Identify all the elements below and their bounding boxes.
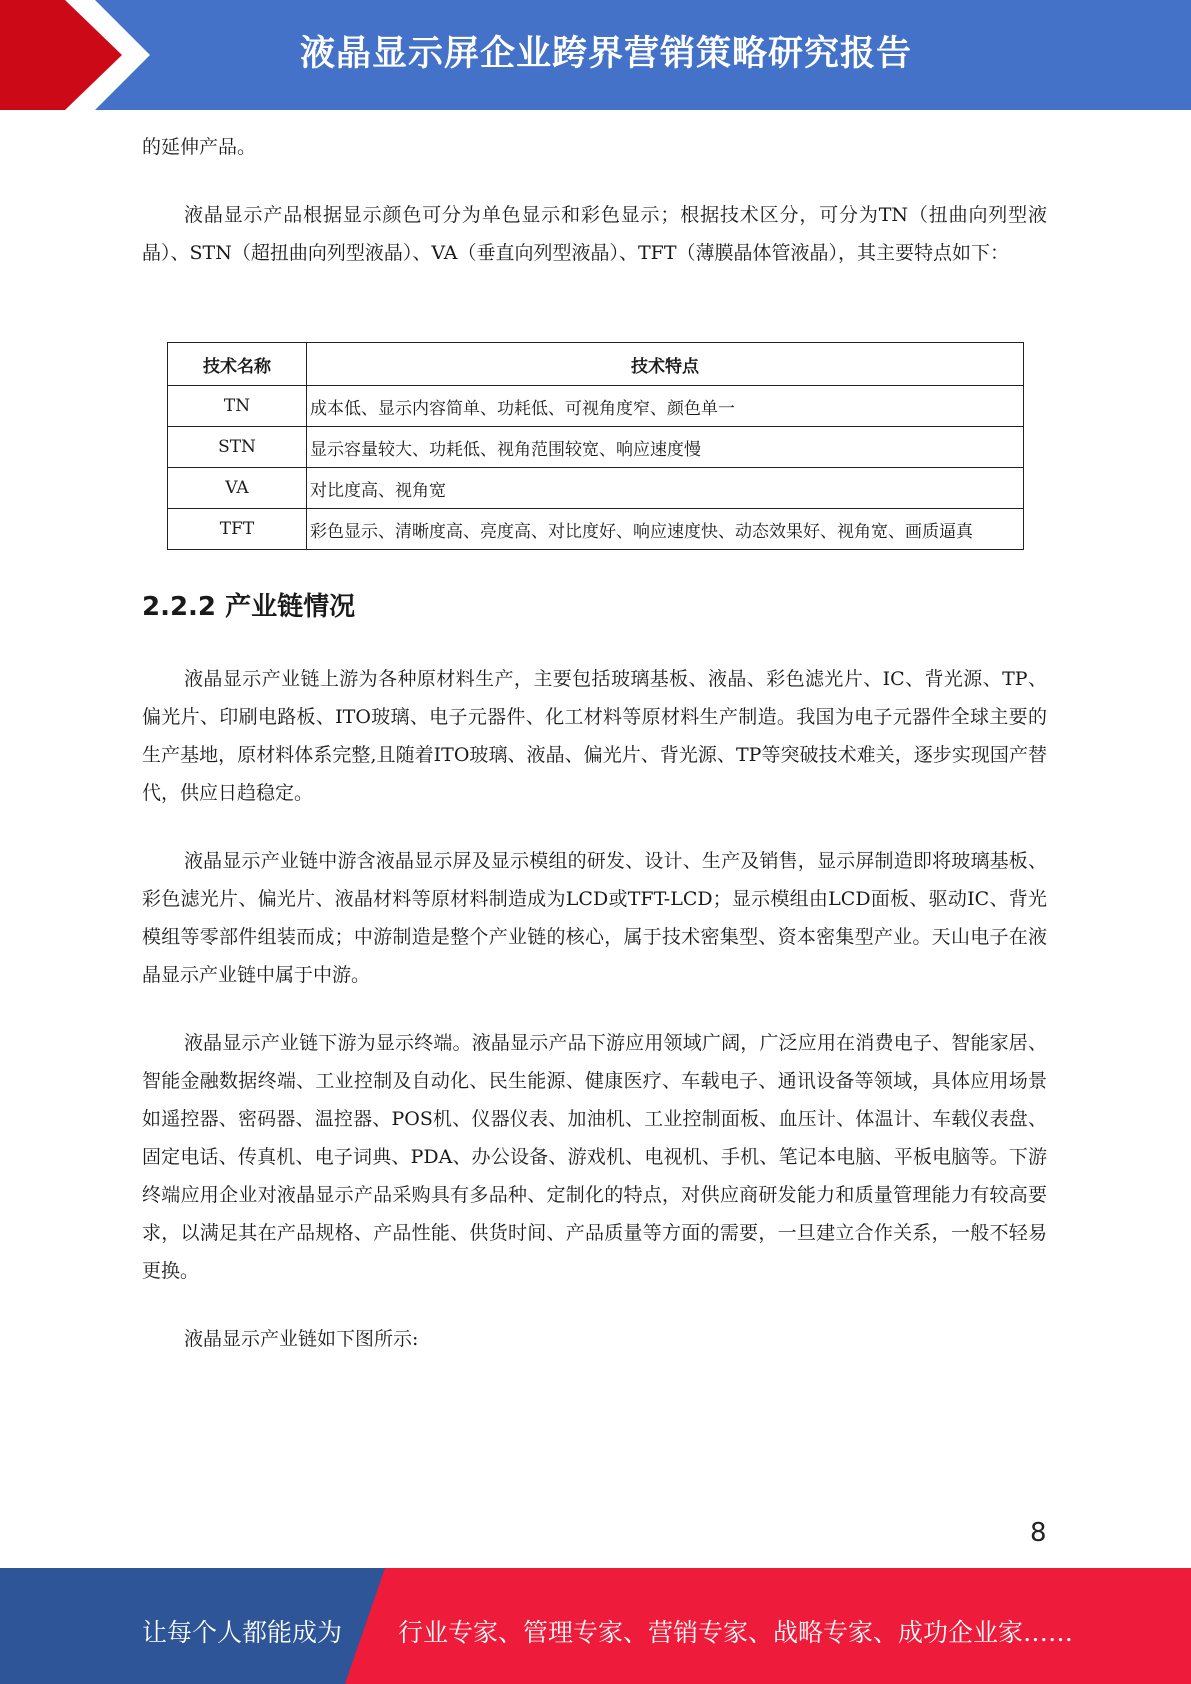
paragraph-midstream: 液晶显示产业链中游含液晶显示屏及显示模组的研发、设计、生产及销售，显示屏制造即将玻璃基板、彩色滤光片、偏光片、液晶材料等原材料制造成为LCD或TFT-LCD；显示模组由LCD面板、驱动IC、背光模组等零部件组装而成；中游制造是整个产业链的核心，属于技术密集型、资本密集型产业。天山电子在液晶显示产业链中属于中游。: [142, 850, 1047, 986]
footer-slogan-left: 让每个人都能成为: [142, 1618, 343, 1647]
report-title: 液晶显示屏企业跨界营销策略研究报告: [300, 34, 913, 74]
tech-feature-cell: 对比度高、视角宽: [307, 468, 1024, 509]
tech-name-cell: STN: [168, 427, 307, 468]
paragraph-continuation: 的延伸产品。: [142, 136, 257, 158]
page-number: 8: [1030, 1518, 1047, 1548]
tech-name-cell: VA: [168, 468, 307, 509]
page-footer: [0, 1568, 1191, 1684]
tech-name-cell: TN: [168, 386, 307, 427]
page-header: [0, 0, 1191, 110]
table-row: [168, 509, 1024, 550]
technology-table: [167, 342, 1024, 550]
paragraph-lcd-types: 液晶显示产品根据显示颜色可分为单色显示和彩色显示；根据技术区分，可分为TN（扭曲向列型液晶）、STN（超扭曲向列型液晶）、VA（垂直向列型液晶）、TFT（薄膜晶体管液晶），其主要特点如下：: [142, 204, 1047, 264]
tech-name-cell: TFT: [168, 509, 307, 550]
intro-text: [142, 128, 1047, 272]
paragraph-figure-intro: 液晶显示产业链如下图所示:: [184, 1328, 419, 1350]
section-heading: 2.2.2 产业链情况: [142, 592, 356, 622]
table-header-row: [168, 343, 1024, 386]
paragraph-upstream: 液晶显示产业链上游为各种原材料生产，主要包括玻璃基板、液晶、彩色滤光片、IC、背光源、TP、偏光片、印刷电路板、ITO玻璃、电子元器件、化工材料等原材料生产制造。我国为电子元器件全球主要的生产基地，原材料体系完整,且随着ITO玻璃、液晶、偏光片、背光源、TP等突破技术难关，逐步实现国产替代，供应日趋稳定。: [142, 668, 1047, 804]
tech-feature-cell: 显示容量较大、功耗低、视角范围较宽、响应速度慢: [307, 427, 1024, 468]
tech-feature-cell: 成本低、显示内容简单、功耗低、可视角度窄、颜色单一: [307, 386, 1024, 427]
footer-slogan-right: 行业专家、管理专家、营销专家、战略专家、成功企业家……: [398, 1618, 1074, 1647]
header-tech-feature: 技术特点: [307, 343, 1024, 386]
tech-feature-cell: 彩色显示、清晰度高、亮度高、对比度好、响应速度快、动态效果好、视角宽、画质逼真: [307, 509, 1024, 550]
table-row: [168, 427, 1024, 468]
paragraph-downstream: 液晶显示产业链下游为显示终端。液晶显示产品下游应用领域广阔，广泛应用在消费电子、智能家居、智能金融数据终端、工业控制及自动化、民生能源、健康医疗、车载电子、通讯设备等领域，具体应用场景如遥控器、密码器、温控器、POS机、仪器仪表、加油机、工业控制面板、血压计、体温计、车载仪表盘、固定电话、传真机、电子词典、PDA、办公设备、游戏机、电视机、手机、笔记本电脑、平板电脑等。下游终端应用企业对液晶显示产品采购具有多品种、定制化的特点，对供应商研发能力和质量管理能力有较高要求，以满足其在产品规格、产品性能、供货时间、产品质量等方面的需要，一旦建立合作关系，一般不轻易更换。: [142, 1032, 1047, 1282]
table-row: [168, 386, 1024, 427]
header-tech-name: 技术名称: [168, 343, 307, 386]
section-text: [142, 660, 1047, 1358]
table-row: [168, 468, 1024, 509]
